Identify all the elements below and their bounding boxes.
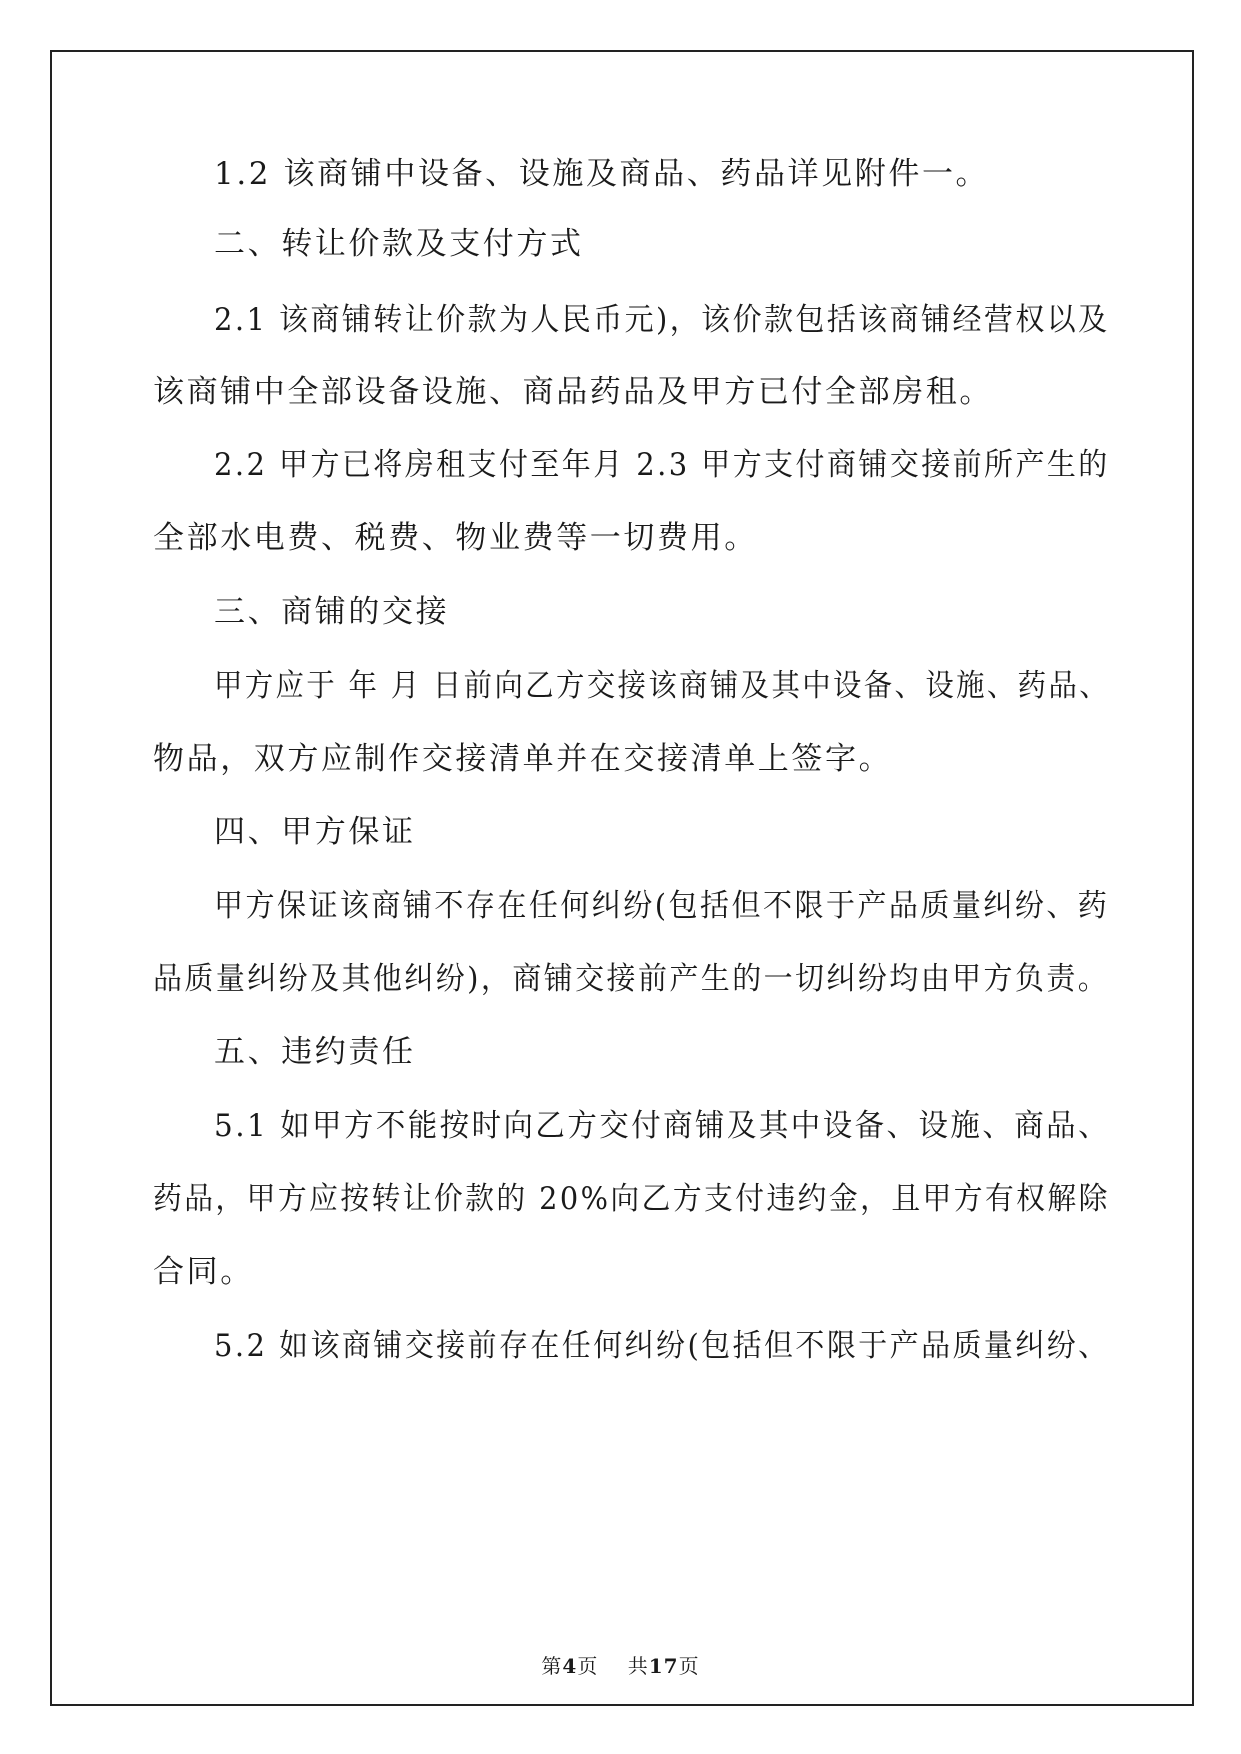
paragraph-line: 甲方保证该商铺不存在任何纠纷(包括但不限于产品质量纠纷、药: [214, 888, 1110, 924]
page-number: 4: [562, 1654, 578, 1678]
footer-total-suffix: 页: [678, 1654, 700, 1678]
paragraph-line: 2.1 该商铺转让价款为人民币元)，该价款包括该商铺经营权以及: [214, 302, 1110, 338]
paragraph-line: 甲方应于 年 月 日前向乙方交接该商铺及其中设备、设施、药品、: [214, 668, 1111, 704]
paragraph-line: 品质量纠纷及其他纠纷)，商铺交接前产生的一切纠纷均由甲方负责。: [153, 961, 1110, 997]
paragraph-line: 合同。: [153, 1254, 254, 1290]
paragraph-line: 5.2 如该商铺交接前存在任何纠纷(包括但不限于产品质量纠纷、: [214, 1328, 1110, 1364]
footer-page-suffix: 页: [577, 1654, 599, 1678]
paragraph-line: 该商铺中全部设备设施、商品药品及甲方已付全部房租。: [153, 374, 993, 410]
footer-total-prefix: 共: [627, 1654, 649, 1678]
page-border: [50, 50, 1194, 1706]
paragraph-line: 1.2 该商铺中设备、设施及商品、药品详见附件一。: [214, 156, 990, 192]
section-heading: 三、商铺的交接: [214, 594, 450, 630]
paragraph-line: 物品，双方应制作交接清单并在交接清单上签字。: [153, 741, 893, 777]
section-heading: 二、转让价款及支付方式: [214, 226, 584, 262]
section-heading: 四、甲方保证: [214, 814, 416, 850]
paragraph-line: 5.1 如甲方不能按时向乙方交付商铺及其中设备、设施、商品、: [214, 1108, 1110, 1144]
footer-prefix: 第: [541, 1654, 563, 1678]
paragraph-line: 药品，甲方应按转让价款的 20%向乙方支付违约金，且甲方有权解除: [153, 1181, 1110, 1217]
total-pages: 17: [648, 1654, 679, 1678]
section-heading: 五、违约责任: [214, 1034, 416, 1070]
page-footer: [0, 1654, 1241, 1678]
paragraph-line: 2.2 甲方已将房租支付至年月 2.3 甲方支付商铺交接前所产生的: [214, 447, 1110, 483]
paragraph-line: 全部水电费、税费、物业费等一切费用。: [153, 520, 758, 556]
